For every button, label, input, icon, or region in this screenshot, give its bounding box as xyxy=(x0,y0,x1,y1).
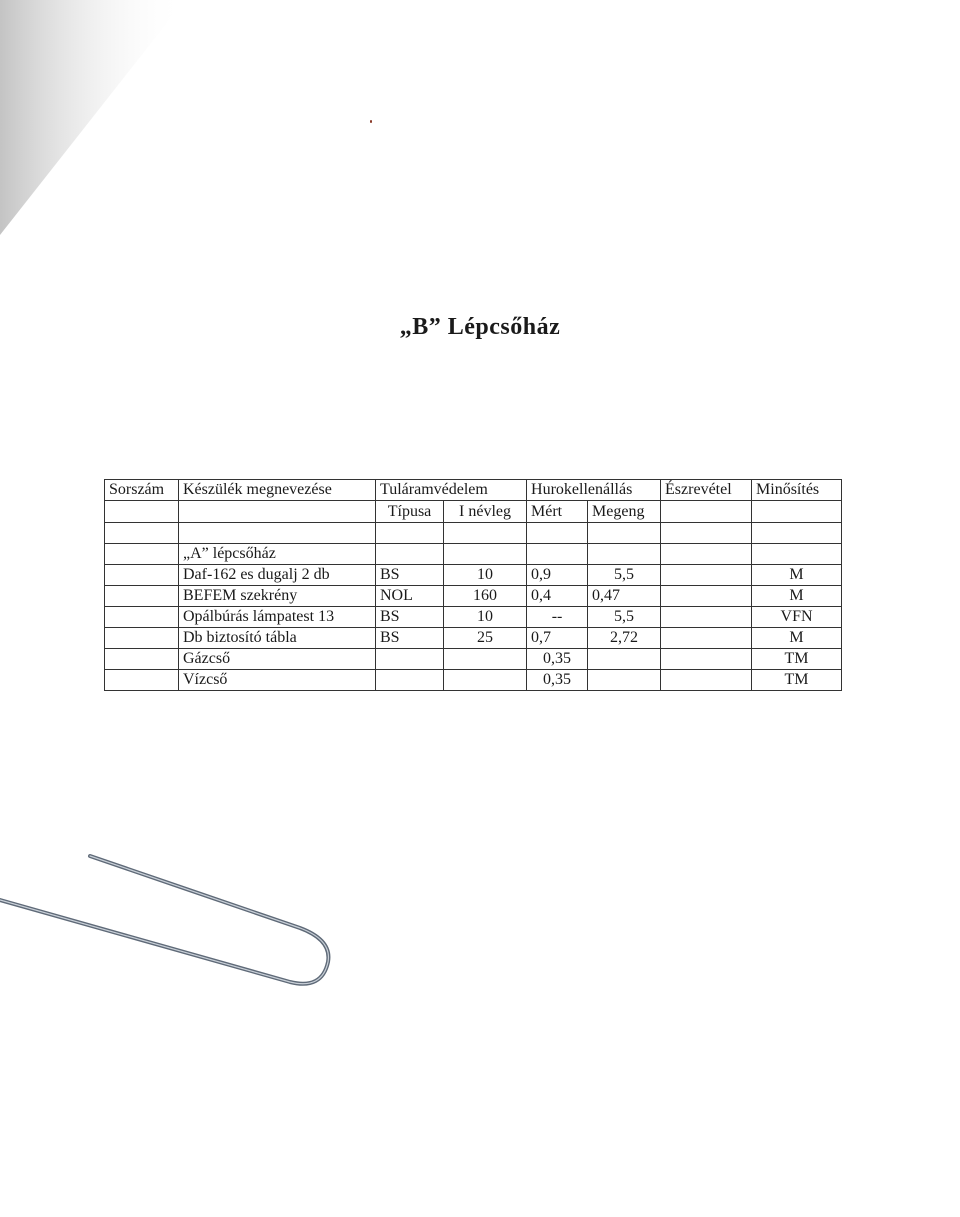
cell-nevleg xyxy=(444,649,527,670)
paperclip-icon xyxy=(0,850,340,995)
cell-minosites: VFN xyxy=(752,607,842,628)
cell-mert: 0,4 xyxy=(527,586,588,607)
cell-mert: 0,7 xyxy=(527,628,588,649)
cell-nevleg xyxy=(444,670,527,691)
cell-eszrevetel xyxy=(661,607,752,628)
table-header-row xyxy=(105,480,842,501)
cell-megeng: 2,72 xyxy=(588,628,661,649)
table-row xyxy=(105,607,842,628)
table-row xyxy=(105,586,842,607)
scan-edge-shadow xyxy=(0,0,200,240)
cell-name: Opálbúrás lámpatest 13 xyxy=(179,607,376,628)
cell-minosites: TM xyxy=(752,649,842,670)
cell-tipus xyxy=(376,649,444,670)
cell-minosites: TM xyxy=(752,670,842,691)
cell-tipus xyxy=(376,670,444,691)
section-label: „A” lépcsőház xyxy=(179,544,376,565)
subheader-megeng: Megeng xyxy=(588,501,661,523)
page-title: „B” Lépcsőház xyxy=(399,314,561,340)
cell-mert: 0,35 xyxy=(527,649,588,670)
header-sorszam: Sorszám xyxy=(105,480,179,501)
cell-tipus: BS xyxy=(376,628,444,649)
subheader-mert: Mért xyxy=(527,501,588,523)
table-row xyxy=(105,670,842,691)
cell-mert: 0,9 xyxy=(527,565,588,586)
cell-minosites: M xyxy=(752,565,842,586)
cell-megeng: 5,5 xyxy=(588,607,661,628)
header-tularamvedelem: Tuláramvédelem xyxy=(376,480,527,501)
header-keszulek: Készülék megnevezése xyxy=(179,480,376,501)
cell-mert: -- xyxy=(527,607,588,628)
cell-nevleg: 160 xyxy=(444,586,527,607)
cell-eszrevetel xyxy=(661,586,752,607)
cell-megeng xyxy=(588,649,661,670)
cell-minosites: M xyxy=(752,586,842,607)
table-section-row xyxy=(105,544,842,565)
cell-mert: 0,35 xyxy=(527,670,588,691)
cell-megeng: 0,47 xyxy=(588,586,661,607)
cell-nevleg: 25 xyxy=(444,628,527,649)
cell-eszrevetel xyxy=(661,565,752,586)
subheader-nevleg: I névleg xyxy=(444,501,527,523)
subheader-tipusa: Típusa xyxy=(376,501,444,523)
header-eszrevetel: Észrevétel xyxy=(661,480,752,501)
cell-tipus: NOL xyxy=(376,586,444,607)
cell-tipus: BS xyxy=(376,565,444,586)
cell-minosites: M xyxy=(752,628,842,649)
cell-eszrevetel xyxy=(661,628,752,649)
scan-speck xyxy=(370,120,372,123)
cell-name: BEFEM szekrény xyxy=(179,586,376,607)
table-row xyxy=(105,628,842,649)
cell-megeng: 5,5 xyxy=(588,565,661,586)
measurement-table-wrapper xyxy=(104,479,841,691)
cell-tipus: BS xyxy=(376,607,444,628)
cell-name: Vízcső xyxy=(179,670,376,691)
cell-megeng xyxy=(588,670,661,691)
table-spacer-row xyxy=(105,523,842,544)
cell-nevleg: 10 xyxy=(444,565,527,586)
table-row xyxy=(105,649,842,670)
cell-name: Gázcső xyxy=(179,649,376,670)
cell-name: Daf-162 es dugalj 2 db xyxy=(179,565,376,586)
table-row xyxy=(105,565,842,586)
cell-nevleg: 10 xyxy=(444,607,527,628)
header-hurokellenallas: Hurokellenállás xyxy=(527,480,661,501)
measurement-table xyxy=(104,479,842,691)
header-minosites: Minősítés xyxy=(752,480,842,501)
cell-name: Db biztosító tábla xyxy=(179,628,376,649)
table-subheader-row xyxy=(105,501,842,523)
cell-eszrevetel xyxy=(661,670,752,691)
cell-eszrevetel xyxy=(661,649,752,670)
